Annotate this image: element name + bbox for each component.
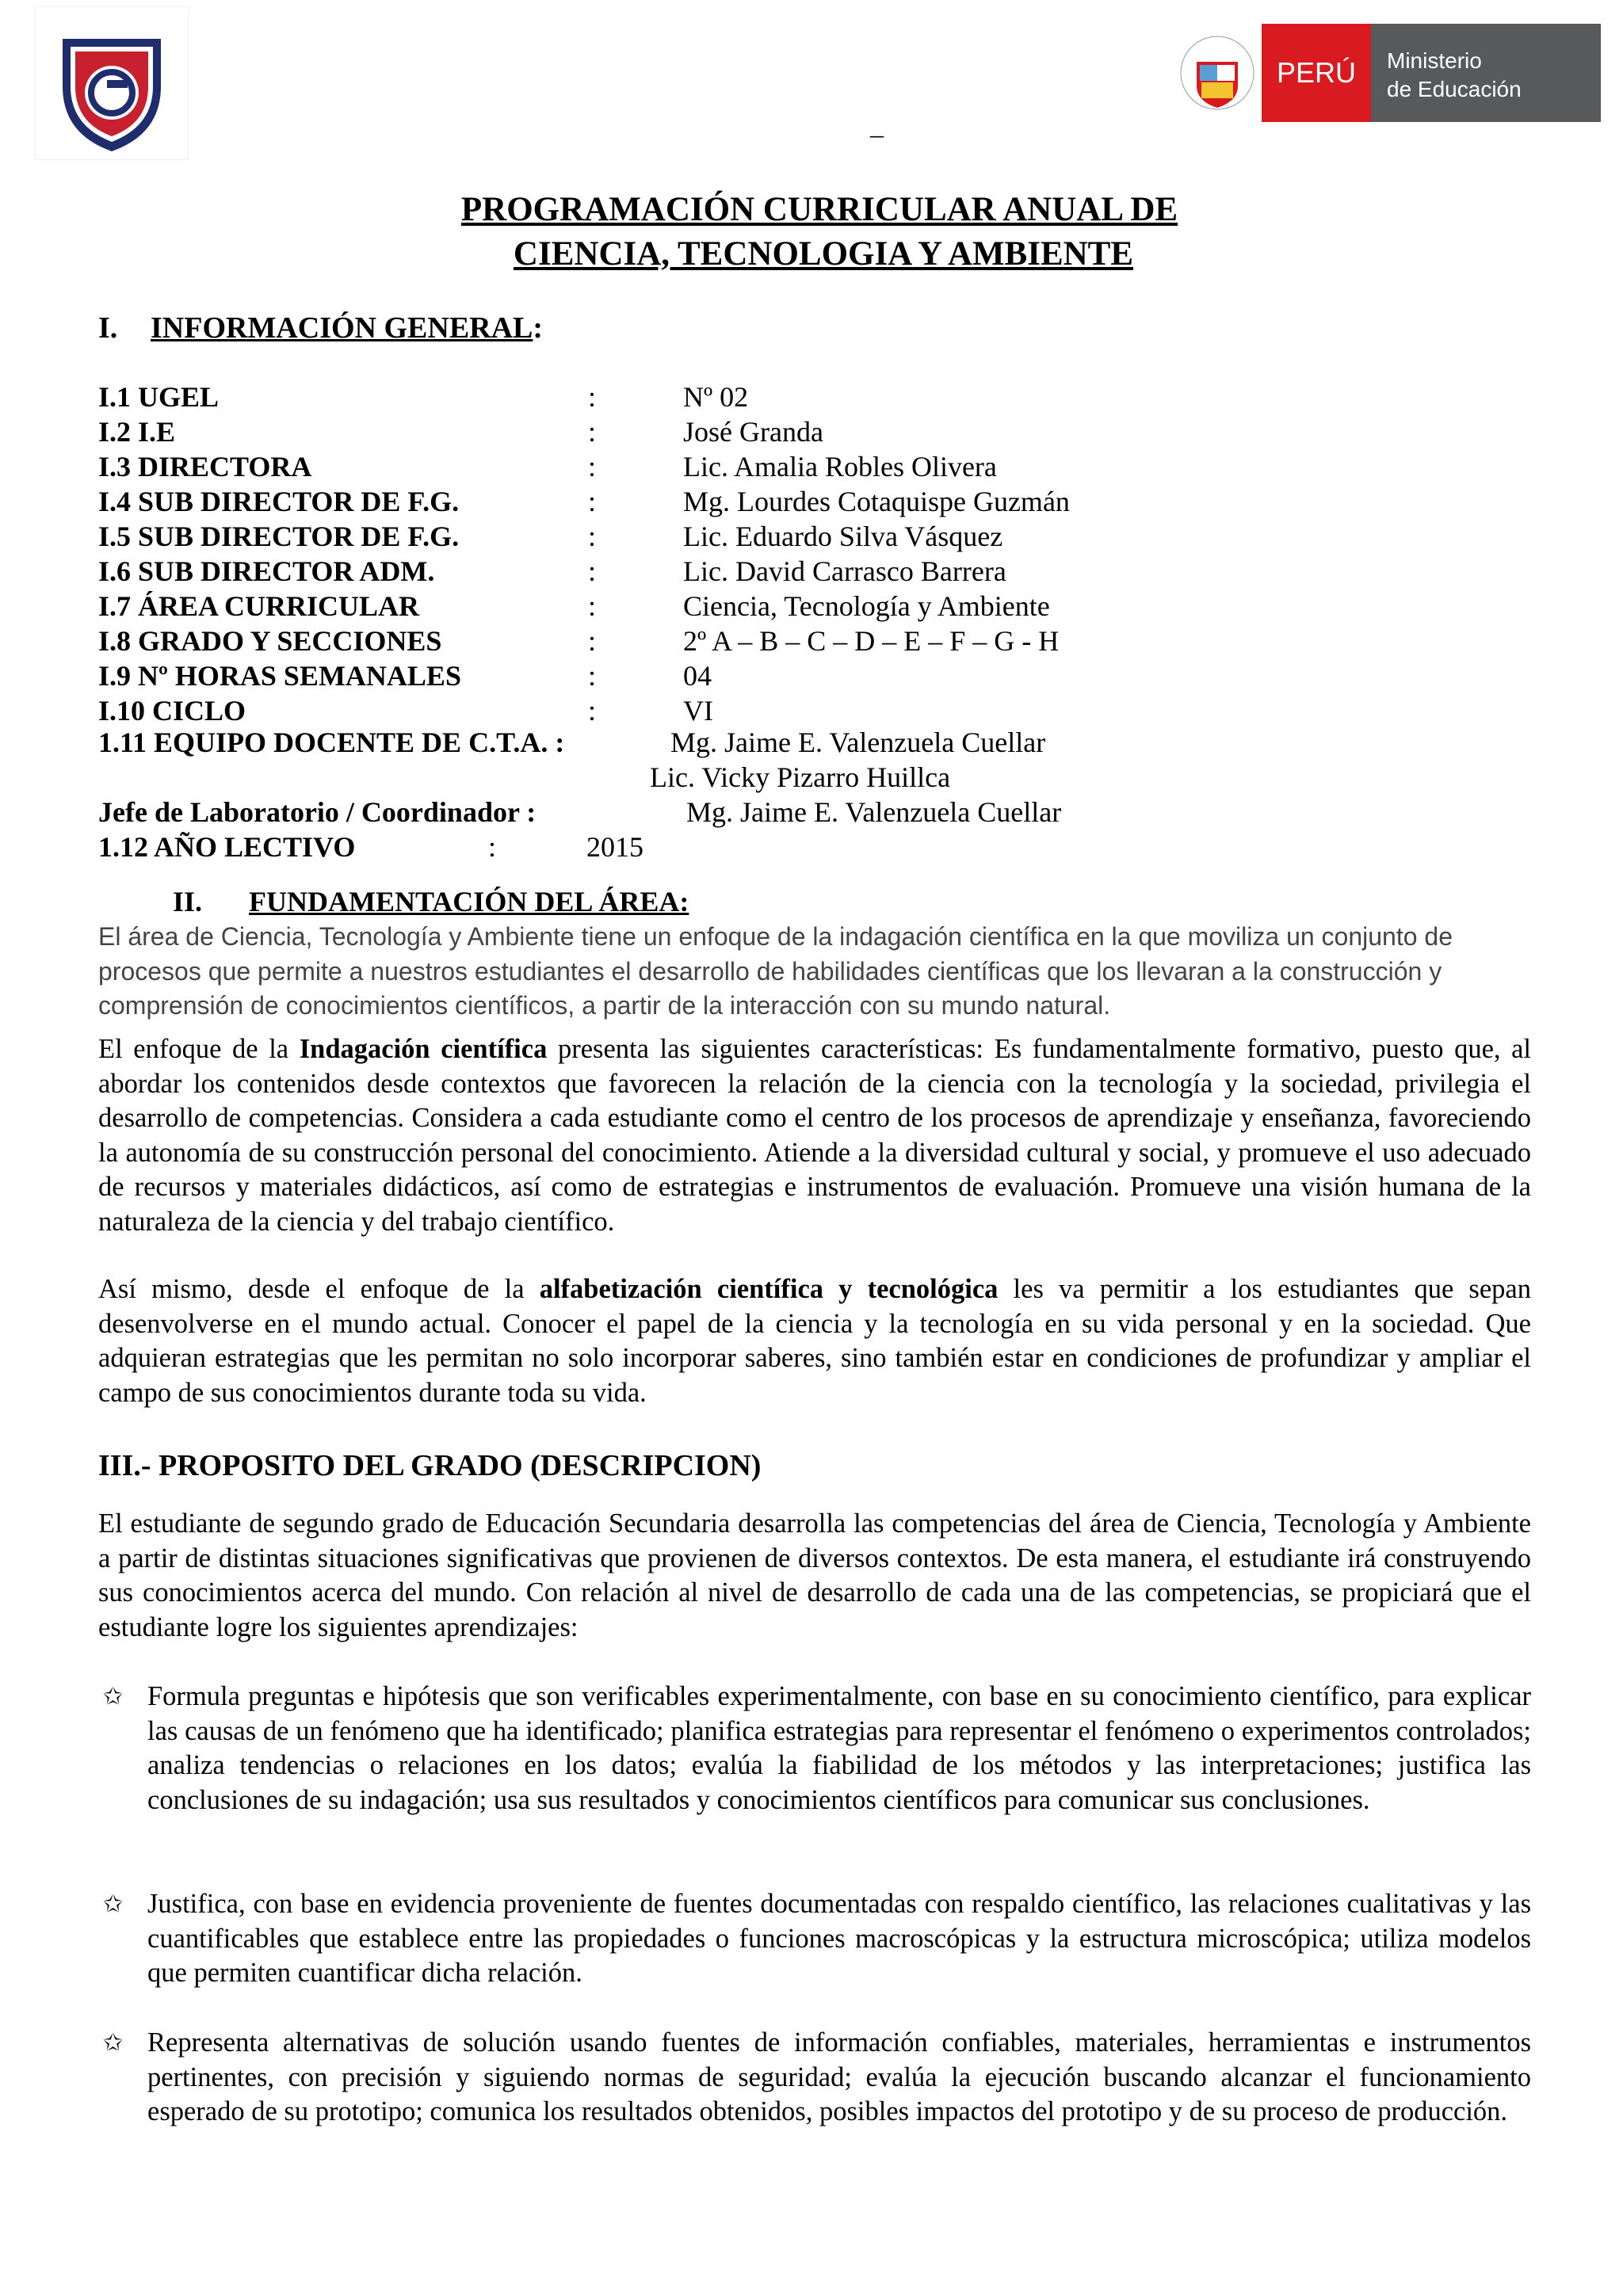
bullet-text-3: Representa alternativas de solución usando fuentes de información confiables, materiales, herramientas e instrumentos pertinentes, con precisión y siguiendo normas de seguridad; evalúa la ejecución buscando alcanzar el funcionamiento esperado de su prototipo; comunica los resultados obtenidos, posibles impactos del prototipo y de su proceso de producción. (147, 2027, 1531, 2126)
info-colon: : (588, 555, 597, 587)
info-label: I.10 CICLO (98, 695, 246, 727)
team-member-2: Lic. Vicky Pizarro Huillca (650, 761, 951, 793)
year-value: 2015 (586, 831, 643, 863)
info-label: I.8 GRADO Y SECCIONES (98, 625, 442, 657)
document-title-line-2: CIENCIA, TECNOLOGIA Y AMBIENTE (513, 235, 1134, 273)
section-2-title: FUNDAMENTACIÓN DEL ÁREA: (249, 886, 689, 917)
info-label: I.5 SUB DIRECTOR DE F.G. (98, 521, 460, 552)
ministry-logo (1173, 24, 1601, 122)
info-value: Ciencia, Tecnología y Ambiente (683, 590, 1050, 622)
info-colon: : (588, 416, 597, 448)
section-2-paragraph-1 (98, 1032, 1531, 1239)
section-1-heading (98, 311, 543, 345)
bullet-item-3 (98, 2026, 1531, 2130)
p1-before: El enfoque de la (98, 1034, 300, 1064)
ministry-line-2: de Educación (1387, 77, 1522, 101)
team-label: 1.11 EQUIPO DOCENTE DE C.T.A. : (98, 727, 565, 758)
info-value: Mg. Lourdes Cotaquispe Guzmán (683, 486, 1070, 517)
section-1-colon: : (533, 311, 544, 345)
year-colon: : (488, 831, 497, 863)
info-value: Lic. Amalia Robles Olivera (683, 451, 997, 482)
peru-logo-country: PERÚ (1276, 56, 1357, 89)
star-icon: ✩ (103, 1684, 124, 1710)
info-colon: : (588, 486, 597, 517)
info-colon: : (588, 660, 597, 692)
section-2-intro: El área de Ciencia, Tecnología y Ambiente tiene un enfoque de la indagación científica en la que moviliza un conjunto de procesos que permite a nuestros estudiantes el desarrollo de habilidades científicas que los llevaran a la construcción y comprensión de conocimientos científicos, a partir de la interacción con su mundo natural. (98, 922, 1453, 1020)
star-icon: ✩ (103, 2030, 124, 2056)
star-icon: ✩ (103, 1891, 124, 1917)
info-colon: : (588, 451, 597, 482)
p2-before: Así mismo, desde el enfoque de la (98, 1274, 540, 1304)
p2-after: les va permitir a los estudiantes que sepan desenvolverse en el mundo actual. Conocer el papel de la ciencia y la tecnología en su vida personal y en la sociedad. Que adquieran estrategias que les permitan no solo incorporar saberes, sino también estar en condiciones de profundizar y ampliar el campo de sus conocimientos durante toda su vida. (98, 1274, 1531, 1408)
info-value: José Granda (683, 416, 823, 448)
info-colon: : (588, 521, 597, 552)
lab-value: Mg. Jaime E. Valenzuela Cuellar (686, 796, 1062, 828)
lab-label: Jefe de Laboratorio / Coordinador : (98, 796, 537, 828)
section-3-intro: El estudiante de segundo grado de Educación Secundaria desarrolla las competencias del área de Ciencia, Tecnología y Ambiente a partir de distintas situaciones significativas que provienen de diversos contextos. De esta manera, el estudiante irá construyendo sus conocimientos acerca del mundo. Con relación al nivel de desarrollo de cada una de las competencias, se propiciará que el estudiante logre los siguientes aprendizajes: (98, 1508, 1531, 1642)
info-label: I.1 UGEL (98, 381, 220, 413)
info-value: Nº 02 (683, 381, 749, 413)
section-3-heading: III.- PROPOSITO DEL GRADO (DESCRIPCION) (98, 1449, 762, 1482)
info-value: VI (683, 695, 713, 727)
info-value: Lic. Eduardo Silva Vásquez (683, 521, 1003, 552)
team-member-1: Mg. Jaime E. Valenzuela Cuellar (670, 727, 1046, 758)
p2-bold: alfabetización científica y tecnológica (539, 1274, 999, 1304)
bullet-text-1: Formula preguntas e hipótesis que son verificables experimentalmente, con base en su conocimiento científico, para explicar las causas de un fenómeno que ha identificado; planifica estrategias para representar el fenómeno o experimentos controlados; analiza tendencias o relaciones en los datos; evalúa la fiabilidad de los métodos y las interpretaciones; justifica las conclusiones de su indagación; usa sus resultados y conocimientos científicos para comunicar sus conclusiones. (147, 1681, 1531, 1815)
info-label: I.4 SUB DIRECTOR DE F.G. (98, 486, 460, 517)
info-label: I.9 Nº HORAS SEMANALES (98, 660, 461, 692)
info-colon: : (588, 695, 597, 727)
section-2-number: II. (173, 886, 203, 917)
p1-bold: Indagación científica (299, 1034, 548, 1064)
header-dash: _ (870, 111, 884, 140)
section-1-number: I. (98, 311, 118, 345)
info-value: 04 (683, 660, 712, 692)
year-label: 1.12 AÑO LECTIVO (98, 831, 356, 863)
section-2-paragraph-2 (98, 1272, 1531, 1410)
info-value: 2º A – B – C – D – E – F – G - H (683, 625, 1060, 657)
section-1-title: INFORMACIÓN GENERAL (151, 311, 533, 345)
info-label: I.2 I.E (98, 416, 176, 448)
bullet-item-2 (98, 1887, 1531, 1991)
info-colon: : (588, 625, 597, 657)
info-label: I.6 SUB DIRECTOR ADM. (98, 555, 435, 587)
p1-after: presenta las siguientes características: Es fundamentalmente formativo, puesto que, al abordar los contenidos desde contextos que favorecen la relación de la ciencia con la tecnología y la sociedad, privilegia el desarrollo de competencias. Considera a cada estudiante como el centro de los procesos de aprendizaje y enseñanza, favoreciendo la autonomía de su construcción personal del conocimiento. Atiende a la diversidad cultural y social, y promueve el uso adecuado de recursos y materiales didácticos, así como de estrategias e instrumentos de evaluación. Promueve una visión humana de la naturaleza de la ciencia y del trabajo científico. (98, 1034, 1532, 1237)
document-title-line-1: PROGRAMACIÓN CURRICULAR ANUAL DE (460, 191, 1178, 228)
bullet-item-1 (98, 1680, 1531, 1817)
school-logo (35, 6, 189, 160)
info-value: Lic. David Carrasco Barrera (683, 555, 1006, 587)
info-colon: : (588, 590, 597, 622)
ministry-line-1: Ministerio (1387, 48, 1482, 73)
info-colon: : (588, 381, 597, 413)
bullet-text-2: Justifica, con base en evidencia proveniente de fuentes documentadas con respaldo científico, las relaciones cualitativas y las cuantificables que establece entre las propiedades o funciones macroscópicas y la estructura microscópica; utiliza modelos que permiten cuantificar dicha relación. (147, 1889, 1531, 1988)
section-2-heading (173, 885, 689, 918)
info-label: I.7 ÁREA CURRICULAR (98, 590, 420, 622)
info-label: I.3 DIRECTORA (98, 451, 312, 482)
